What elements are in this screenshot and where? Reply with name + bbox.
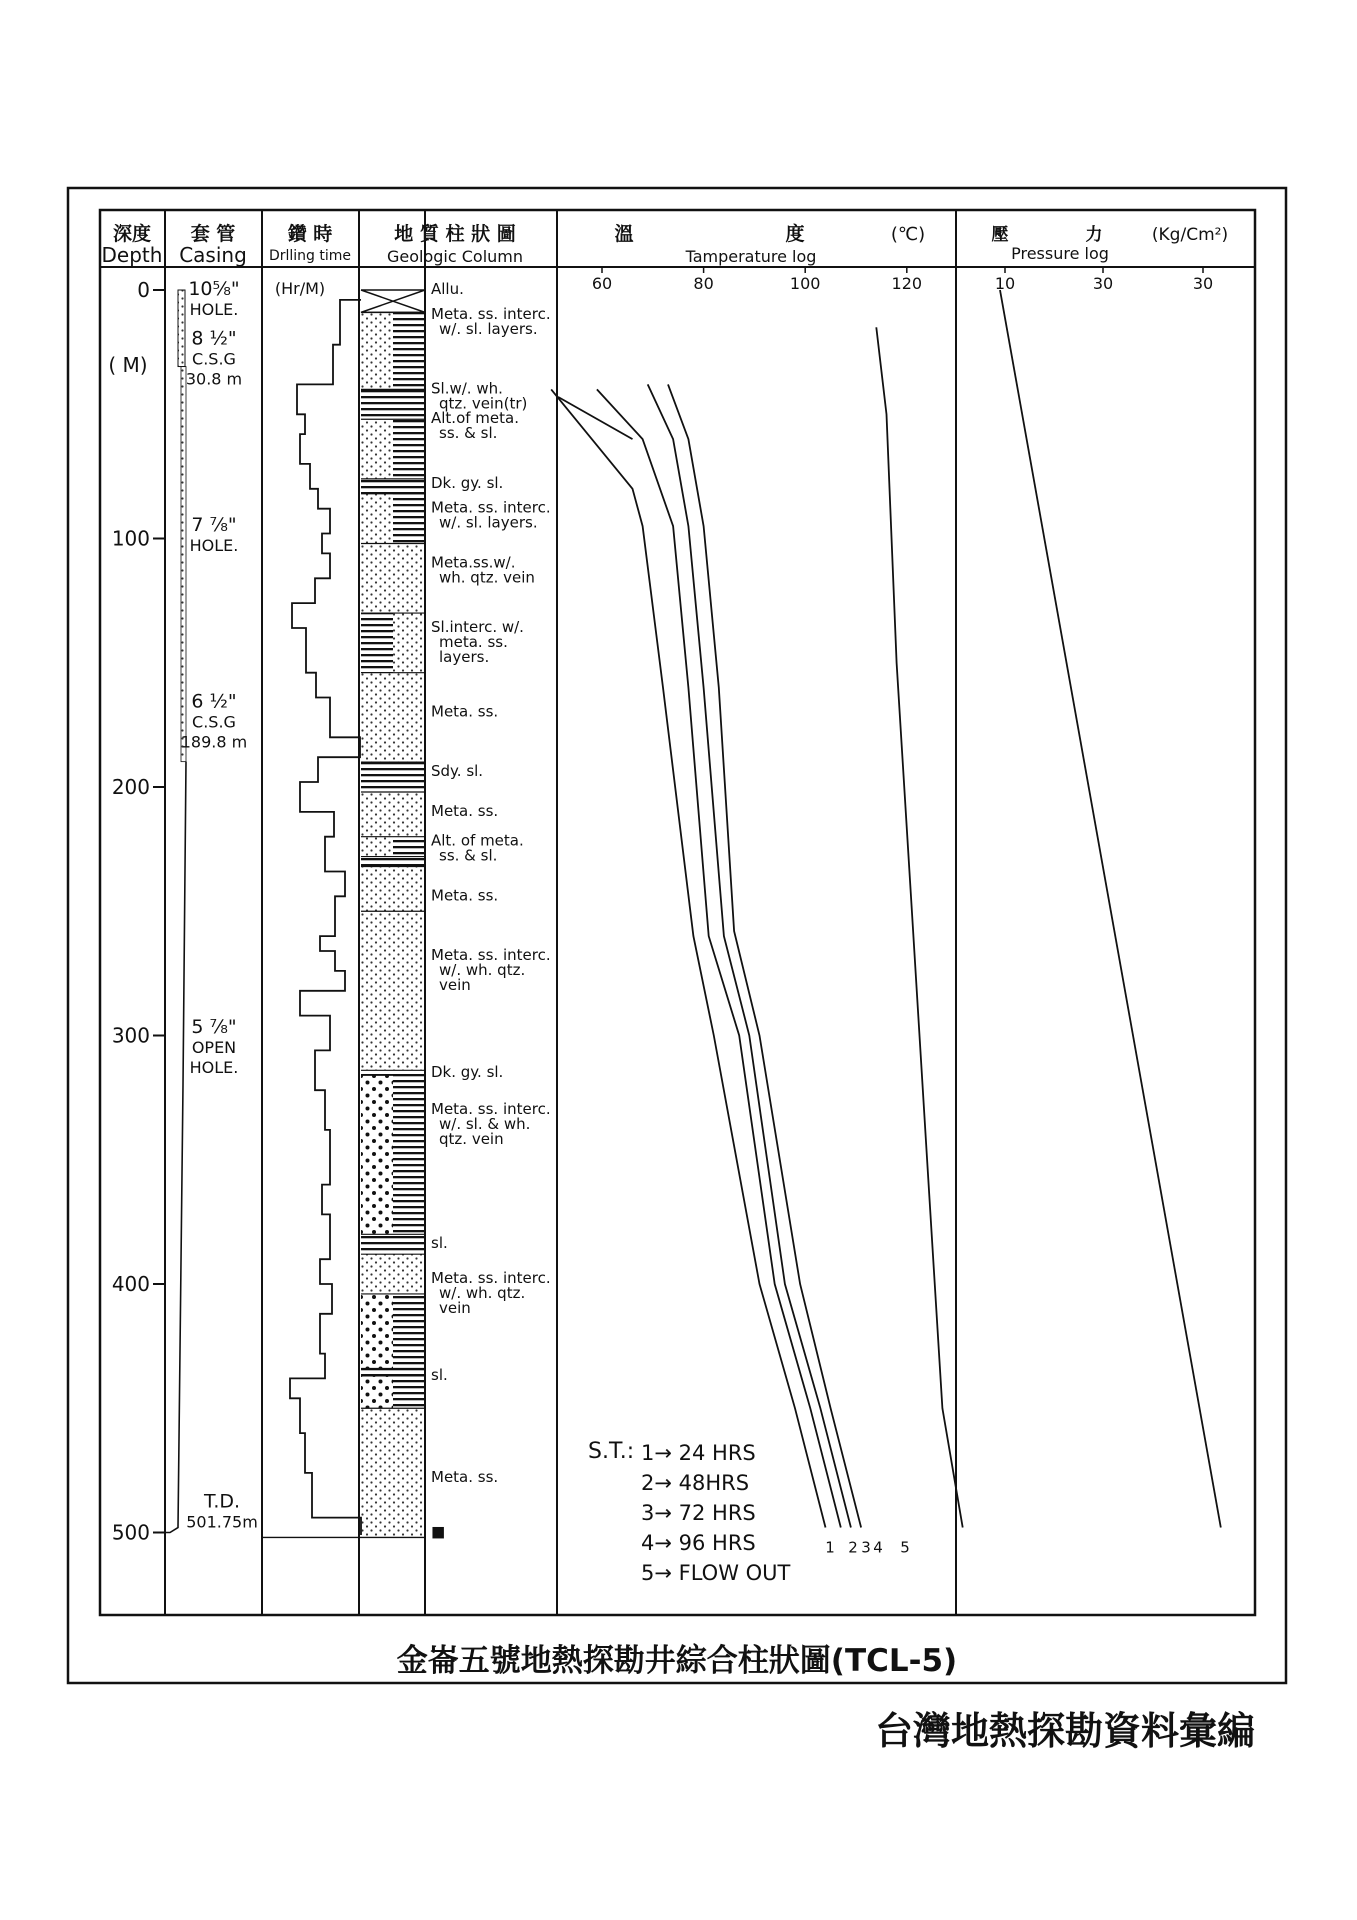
depth-tick-label: 300 xyxy=(111,1023,150,1048)
curve-label: 4 xyxy=(873,1538,883,1557)
geology-label: Alt. of meta. xyxy=(431,831,524,850)
layer-slate xyxy=(393,1075,425,1234)
legend-item: 1→ 24 HRS xyxy=(641,1440,756,1465)
drill-unit: (Hr/M) xyxy=(274,279,326,298)
geology-label: vein xyxy=(439,975,471,994)
curve-label: 3 xyxy=(861,1538,871,1557)
layer-slate xyxy=(393,312,425,389)
curve-label: 1 xyxy=(825,1538,835,1557)
geology-label: wh. qtz. vein xyxy=(439,568,535,587)
header-casing-en: Casing xyxy=(179,243,247,267)
geology-label: w/. wh. qtz. xyxy=(439,960,526,979)
geology-label: Meta. ss. interc. xyxy=(431,304,551,323)
header-press-en: Pressure log xyxy=(1011,244,1109,263)
legend-head: S.T.: xyxy=(588,1438,635,1464)
layer-slate xyxy=(393,837,425,857)
legend-item: 4→ 96 HRS xyxy=(641,1530,756,1555)
temp-series-1 xyxy=(551,389,825,1527)
casing-label: 189.8 m xyxy=(180,732,248,752)
casing-label: 10⁵⁄₈" xyxy=(188,277,240,300)
pressure-tick-label: 30 xyxy=(1192,274,1214,293)
layer-metasandstone xyxy=(361,867,425,912)
curve-label: 2 xyxy=(848,1538,858,1557)
pressure-tick-label: 30 xyxy=(1092,274,1114,293)
temperature-log xyxy=(551,267,963,1556)
temp-series-5 xyxy=(876,327,962,1527)
geology-label: qtz. vein xyxy=(439,1130,504,1149)
casing-6-5in xyxy=(181,367,186,762)
geology-label: Meta. ss. xyxy=(431,702,499,721)
depth-tick-label: 400 xyxy=(111,1272,150,1296)
layer-slate xyxy=(361,1070,425,1075)
casing-label: OPEN xyxy=(191,1038,237,1058)
geology-label: w/. wh. qtz. xyxy=(439,1284,526,1303)
layer-metasandstone xyxy=(361,1254,425,1294)
header-geo-en: Geologic Column xyxy=(386,247,524,266)
temp-tick-label: 60 xyxy=(591,274,613,293)
geology-label: w/. sl. layers. xyxy=(439,319,538,338)
geology-label: w/. sl. layers. xyxy=(439,513,538,532)
pressure-series xyxy=(1000,290,1221,1528)
header-drill-en: Drlling time xyxy=(268,248,352,264)
layer-metasandstone xyxy=(361,543,425,613)
geologic-column xyxy=(262,290,425,1537)
layer-slate xyxy=(361,613,393,673)
depth-axis xyxy=(112,278,165,1545)
geology-label: Meta. ss. interc. xyxy=(431,498,551,517)
casing-label: 501.75m xyxy=(186,1512,258,1532)
header-geo-cn: 地 質 柱 狀 圖 xyxy=(394,223,516,245)
casing-label: T.D. xyxy=(203,1490,241,1513)
casing-label: C.S.G xyxy=(192,712,236,732)
layer-metasandstone xyxy=(361,673,425,762)
geology-label: ss. & sl. xyxy=(439,846,498,865)
header-casing-cn: 套 管 xyxy=(190,223,236,245)
temp-tick-label: 80 xyxy=(693,274,714,293)
geology-label: Sl.w/. wh. xyxy=(431,379,503,398)
geology-label: Dk. gy. sl. xyxy=(431,1062,504,1081)
pressure-tick-label: 10 xyxy=(994,274,1016,293)
drilling-time-column xyxy=(290,300,361,1535)
header-temp-cn1: 溫 xyxy=(614,223,634,245)
geology-label: sl. xyxy=(431,1234,448,1253)
header-depth-en: Depth xyxy=(101,243,163,267)
header-press-cn2: 力 xyxy=(1085,225,1103,245)
layer-metasandstone xyxy=(361,494,393,544)
layer-slate xyxy=(361,1368,425,1375)
geology-label: Meta. ss. interc. xyxy=(431,945,551,964)
layer-slate xyxy=(393,1294,425,1369)
header-temp-cn2: 度 xyxy=(785,223,805,245)
layer-slate xyxy=(361,1234,425,1254)
geology-label: Sdy. sl. xyxy=(431,762,484,781)
layer-slate xyxy=(393,419,425,479)
casing-label: 7 ⁷⁄₈" xyxy=(191,514,237,537)
geology-label: ■ xyxy=(431,1522,446,1541)
geology-label: vein xyxy=(439,1299,471,1318)
casing-label: 8 ¹⁄₂" xyxy=(191,327,237,350)
temperature-legend xyxy=(588,1439,791,1585)
header-press-cn1: 壓 xyxy=(991,225,1009,245)
casing-label: HOLE. xyxy=(189,536,239,556)
geology-label: qtz. vein(tr) xyxy=(439,394,528,413)
geology-label: Meta. ss. interc. xyxy=(431,1269,551,1288)
layer-metasandstone xyxy=(361,837,393,857)
layer-metasandstone-coarse xyxy=(361,1376,393,1408)
column-dividers xyxy=(165,210,956,1615)
header-temp-en: Tamperature log xyxy=(685,247,817,266)
layer-slate xyxy=(393,494,425,544)
layer-metasandstone-coarse xyxy=(361,1294,393,1369)
legend-item: 2→ 48HRS xyxy=(641,1470,750,1495)
geology-label: Meta. ss. xyxy=(431,1467,499,1486)
geology-label: ss. & sl. xyxy=(439,424,498,443)
geology-label: layers. xyxy=(439,647,490,666)
legend-item: 3→ 72 HRS xyxy=(641,1500,756,1525)
geology-label: Meta. ss. xyxy=(431,801,499,820)
geology-label: Meta. ss. interc. xyxy=(431,1100,551,1119)
layer-metasandstone-coarse xyxy=(361,1075,393,1234)
geology-label: Alt.of meta. xyxy=(431,409,519,428)
geology-label: meta. ss. xyxy=(439,632,508,651)
layer-slate xyxy=(361,857,425,867)
publication-title: 台灣地熱探勘資料彙編 xyxy=(874,1709,1255,1753)
temp-series-1-entry xyxy=(558,397,633,439)
casing-column xyxy=(165,278,258,1533)
figure-title: 金崙五號地熱探勘井綜合柱狀圖(TCL-5) xyxy=(396,1643,958,1679)
depth-tick-label: 200 xyxy=(111,775,150,799)
layer-metasandstone xyxy=(361,911,425,1070)
geology-label: Dk. gy. sl. xyxy=(431,473,504,492)
inner-frame xyxy=(100,210,1255,1615)
pressure-log xyxy=(995,267,1221,1528)
header-press-unit: (Kg/Cm²) xyxy=(1151,225,1229,245)
geology-label: Meta.ss.w/. xyxy=(431,553,516,572)
depth-tick-label: 500 xyxy=(111,1520,150,1545)
geology-label: sl. xyxy=(431,1365,448,1384)
geology-label: Sl.interc. w/. xyxy=(431,617,524,636)
header-drill-cn: 鑽 時 xyxy=(287,223,333,245)
temp-series-3 xyxy=(648,384,851,1527)
casing-label: HOLE. xyxy=(189,1058,239,1078)
header-labels xyxy=(102,222,1229,267)
legend-item: 5→ FLOW OUT xyxy=(641,1560,791,1585)
temp-tick-label: 120 xyxy=(891,274,923,293)
layer-metasandstone xyxy=(361,312,393,389)
temp-tick-label: 100 xyxy=(789,274,821,293)
depth-unit: ( M) xyxy=(108,353,148,377)
alluvium-symbol xyxy=(361,290,425,312)
layer-slate xyxy=(393,1376,425,1408)
layer-slate xyxy=(361,479,425,494)
casing-label: HOLE. xyxy=(189,299,239,319)
casing-8-5in xyxy=(178,290,185,367)
layer-metasandstone xyxy=(361,1408,425,1537)
casing-label: 30.8 m xyxy=(185,369,243,389)
geologic-labels xyxy=(431,280,551,1541)
drilling-time-profile xyxy=(290,300,361,1535)
geology-label: Meta. ss. xyxy=(431,886,499,905)
layer-slate xyxy=(361,389,425,419)
geology-label: Allu. xyxy=(431,280,464,298)
temp-series-2 xyxy=(597,389,841,1527)
casing-label: C.S.G xyxy=(192,349,236,369)
casing-label: 5 ⁷⁄₈" xyxy=(191,1016,237,1039)
casing-label: 6 ¹⁄₂" xyxy=(191,690,237,713)
header-temp-unit: (℃) xyxy=(890,224,926,245)
depth-tick-label: 0 xyxy=(137,278,150,302)
layer-metasandstone xyxy=(361,792,425,837)
layer-metasandstone xyxy=(361,419,393,479)
layer-metasandstone xyxy=(393,613,425,673)
curve-label: 5 xyxy=(900,1538,910,1557)
open-hole-line xyxy=(165,762,186,1533)
depth-tick-label: 100 xyxy=(111,526,150,551)
header-depth-cn: 深度 xyxy=(112,223,152,245)
layer-slate xyxy=(361,762,425,792)
geology-label: w/. sl. & wh. xyxy=(439,1115,531,1134)
